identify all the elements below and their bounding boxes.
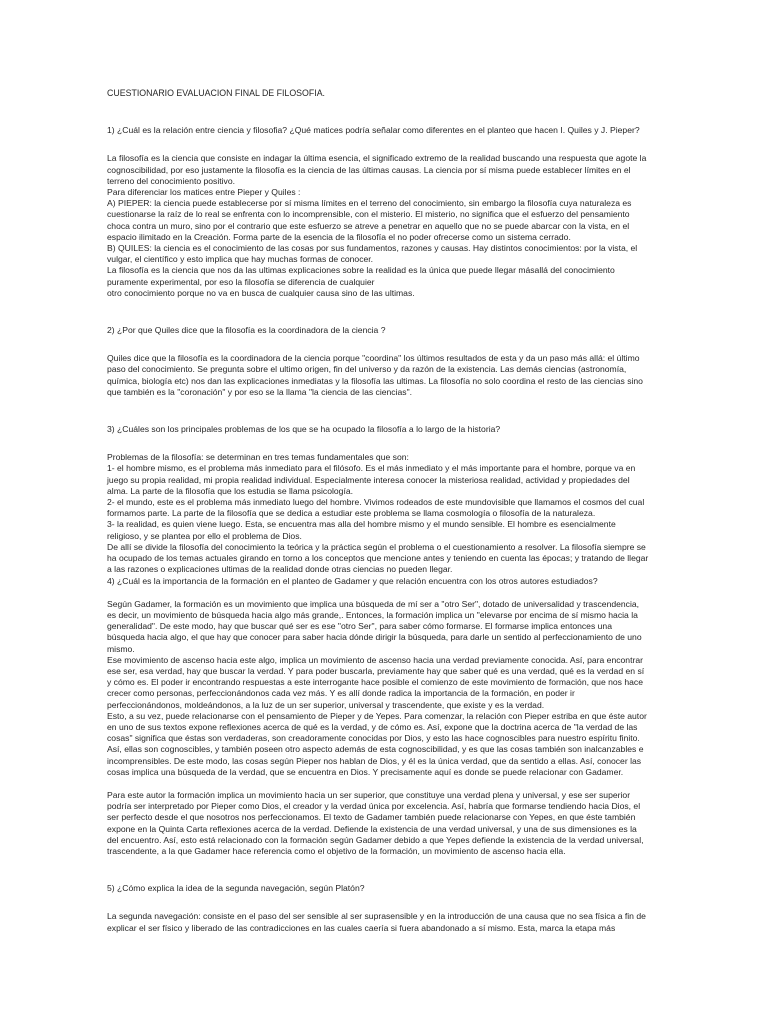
answer-line: podría ser interpretado por Pieper como Dios, el creador y la verdad única por excelencia. Así, habría que formarse tendiendo hacia Dios, el: [107, 801, 641, 812]
question-text: 5) ¿Cómo explica la idea de la segunda navegación, según Platón?: [107, 883, 365, 894]
document-body: [107, 125, 667, 934]
answer-line: 4) ¿Cuál es la importancia de la formación en el planteo de Gadamer y que relación encuentra con los otros autores estudiados?: [107, 575, 598, 586]
answer-paragraph: [107, 353, 667, 398]
answer-line: alma. La parte de la filosofía que los estudia se llama psicología.: [107, 485, 354, 496]
answer-line: Ese movimiento de ascenso hacia este algo, implica un movimiento de ascenso hacia una verdad previamente conocida. Así, para encontrar: [107, 654, 643, 665]
answer-paragraph: [107, 452, 667, 586]
answer-line: choca contra un muro, sino por el contrario que este esfuerzo se atreve a penetrar en aquello que no se puede abarcar con la vista, en el: [107, 220, 630, 231]
answer-line: B) QUILES: la ciencia es el conocimiento de las cosas por sus fundamentos, razones y causas. Hay distintos conocimientos: por la vista, el: [107, 243, 638, 254]
answer-line: cuestionarse la raíz de lo real se enfrenta con lo incomprensible, con el misterio. El misterio, no significa que el esfuerzo del pensamiento: [107, 209, 630, 220]
answer-paragraph: [107, 599, 667, 778]
answer-line: Así, ellas son cognoscibles, y también poseen otro aspecto además de esta cognoscibilidad, y es que las cosas también son inalcanzables e: [107, 744, 644, 755]
answer-paragraph: [107, 790, 667, 857]
answer-line: 3- la realidad, es quien viene luego. Esta, se encuentra mas alla del hombre mismo y el mundo sensible. El hombre es esencialmente: [107, 519, 616, 530]
answer-line: otro conocimiento porque no va en busca de cualquier causa sino de las ultimas.: [107, 287, 415, 298]
answer-line: es decir, un movimiento de búsqueda hacia algo más grande,. Entonces, la formación implica un "elevarse por encima de sí mismo hacia la: [107, 609, 638, 620]
answer-line: cognoscibilidad, por eso justamente la filosofía es la ciencia de las últimas causas. La ciencia por sí misma puede establecer límites en el: [107, 164, 631, 175]
answer-line: incomprensibles. De este modo, las cosas según Pieper nos hablan de Dios, y él es la única verdad, que da sentido a ellas. Así, conocer las: [107, 755, 642, 766]
answer-line: ser perfecto desde el que nosotros nos perfeccionamos. El texto de Gadamer también puede relacionarse con Yepes, en que éste también: [107, 812, 636, 823]
answer-line: 1- el hombre mismo, es el problema más inmediato para el filósofo. Es el más inmediato y el más importante para el hombre, porque va en: [107, 463, 636, 474]
section-4: [107, 599, 667, 778]
answer-line: Para diferenciar los matices entre Pieper y Quiles :: [107, 187, 301, 198]
answer-line: y cómo es. El poder ir encontrando respuestas a este interrogante hace posible el comienzo de este movimiento de formación, que nos hace: [107, 677, 643, 688]
answer-line: perfeccionándonos, moldeándonos, a la luz de un ser superior, universal y trascendente, que existe y es la verdad.: [107, 699, 545, 710]
section-3: [107, 424, 667, 587]
answer-line: cosas implica una búsqueda de la verdad, que se encuentra en Dios. Y precisamente aquí es donde se puede relacionar con Gadamer.: [107, 766, 624, 777]
answer-paragraph: [107, 153, 667, 299]
answer-line: La filosofía es la ciencia que consiste en indagar la última esencia, el significado extremo de la realidad buscando una respuesta que agote la: [107, 153, 647, 164]
answer-line: mismo.: [107, 643, 135, 654]
answer-line: ese ser, esa verdad, hay que buscar la verdad. Y para poder buscarla, previamente hay que saber qué es una verdad, qué es la verdad en sí: [107, 665, 645, 676]
answer-line: vulgar, el científico y esto implica que hay muchas formas de conocer.: [107, 254, 374, 265]
answer-line: ha ocupado de los temas actuales girando en torno a los conceptos que mencione antes y teniendo en cuenta las épocas; y tratando de llegar: [107, 553, 649, 564]
question-text: 1) ¿Cuál es la relación entre ciencia y filosofia? ¿Qué matices podría señalar como diferentes en el planteo que hacen I. Quiles y J. Pieper?: [107, 125, 640, 136]
answer-line: Quiles dice que la filosofía es la coordinadora de la ciencia porque "coordina" los últimos resultados de esta y da un paso más allá: el último: [107, 353, 640, 364]
answer-line: química, biología etc) nos dan las explicaciones inmediatas y la filosofía las ultimas. La filosofía no solo coordina el resto de las ciencias sino: [107, 375, 643, 386]
answer-line: formamos parte. La parte de la filosofía que se dedica a estudiar este problema se llama cosmología o filosofía de la naturaleza.: [107, 508, 596, 519]
section-1: [107, 125, 667, 299]
answer-line: a las razones o explicaciones ultimas de la realidad donde otras ciencias no pueden llegar.: [107, 564, 453, 575]
answer-line: cosas" significa que éstas son verdaderas, son creadoramente conocidas por Dios, y esto las hace cognoscibles para nuestro espíritu finito.: [107, 733, 640, 744]
answer-line: De allí se divide la filosofía del conocimiento la teórica y la práctica según el problema o el cuestionamiento a resolver. La filosofía siempre se: [107, 541, 646, 552]
question-text: 2) ¿Por que Quiles dice que la filosofía es la coordinadora de la ciencia ?: [107, 325, 386, 336]
answer-line: Esto, a su vez, puede relacionarse con el pensamiento de Pieper y de Yepes. Para comenzar, la relación con Pieper estriba en que éste autor: [107, 710, 647, 721]
answer-line: trascendente, a la que Gadamer hace referencia como el objetivo de la formación, un movimiento de ascenso hacia ella.: [107, 845, 566, 856]
answer-line: del encuentro. Así, esto está relacionado con la formación según Gadamer debido a que Yepes defiende la existencia de la verdad universal,: [107, 834, 644, 845]
section-5: [107, 790, 667, 857]
answer-line: explicar el ser físico y liberado de las contradicciones en las cuales caería si fuera abandonado a sí mismo. Esta, marca la etapa más: [107, 922, 616, 933]
answer-line: espacio ilimitado en la Creación. Forma parte de la esencia de la filosofía el no poder ofrecerse como un sistema cerrado.: [107, 231, 571, 242]
answer-line: crecer como personas, perfeccionándonos cada vez más. Y es allí donde radica la importancia de la formación, en poder ir: [107, 688, 575, 699]
document-title: CUESTIONARIO EVALUACION FINAL DE FILOSOFIA.: [107, 88, 326, 98]
answer-line: puramente experimental, por eso la filosofía se diferencia de cualquier: [107, 276, 375, 287]
answer-line: A) PIEPER: la ciencia puede establecerse por sí misma límites en el terreno del conocimiento, sin embargo la filosofía cuya naturaleza es: [107, 198, 632, 209]
answer-line: Problemas de la filosofía: se determinan en tres temas fundamentales que son:: [107, 452, 409, 463]
section-6: [107, 883, 667, 934]
answer-line: en uno de sus textos expone reflexiones acerca de qué es la verdad, y de cómo es. Así, expone que la doctrina acerca de "la verdad de las: [107, 721, 638, 732]
answer-line: 2- el mundo, este es el problema más inmediato luego del hombre. Vivimos rodeados de este mundovisible que llamamos el cosmos del cual: [107, 497, 645, 508]
answer-line: paso del conocimiento. Se pregunta sobre el ultimo origen, fin del universo y da razón de la existencia. Las demás ciencias (astronomía,: [107, 364, 627, 375]
answer-line: Para este autor la formación implica un movimiento hacia un ser superior, que constituye una verdad plena y universal, y ese ser superior: [107, 789, 631, 800]
section-2: [107, 325, 667, 398]
answer-line: terreno del conocimiento positivo.: [107, 175, 236, 186]
answer-line: expone en la Quinta Carta reflexiones acerca de la verdad. Defiende la existencia de una verdad universal, y una de sus dimensiones es la: [107, 823, 637, 834]
document-page: [107, 88, 667, 946]
answer-line: generalidad". De este modo, hay que buscar qué ser es ese "otro Ser", para saber cómo formarse. El formarse implica entonces una: [107, 621, 612, 632]
answer-line: búsqueda hacia algo, el que hay que conocer para saber hacia dónde dirigir la búsqueda, para darle un sentido al perfeccionamiento de uno: [107, 632, 642, 643]
answer-line: La filosofía es la ciencia que nos da las ultimas explicaciones sobre la realidad es la única que puede llegar másallá del conocimiento: [107, 265, 615, 276]
answer-line: La segunda navegación: consiste en el paso del ser sensible al ser suprasensible y en la introducción de una causa que no sea física a fin de: [107, 911, 646, 922]
answer-paragraph: [107, 911, 667, 933]
question-text: 3) ¿Cuáles son los principales problemas de los que se ha ocupado la filosofía a lo largo de la historia?: [107, 424, 501, 435]
answer-line: que también es la "coronación" y por eso se la llama "la ciencia de las ciencias".: [107, 386, 413, 397]
answer-line: juego su propia realidad, mi propia realidad individual. Especialmente interesa conocer la misteriosa realidad, actividad y propiedades del: [107, 474, 630, 485]
answer-line: religioso, y se plantea por ello el problema de Dios.: [107, 530, 302, 541]
answer-line: Según Gadamer, la formación es un movimiento que implica una búsqueda de mí ser a "otro Ser", dotado de universalidad y trascendencia,: [107, 598, 640, 609]
